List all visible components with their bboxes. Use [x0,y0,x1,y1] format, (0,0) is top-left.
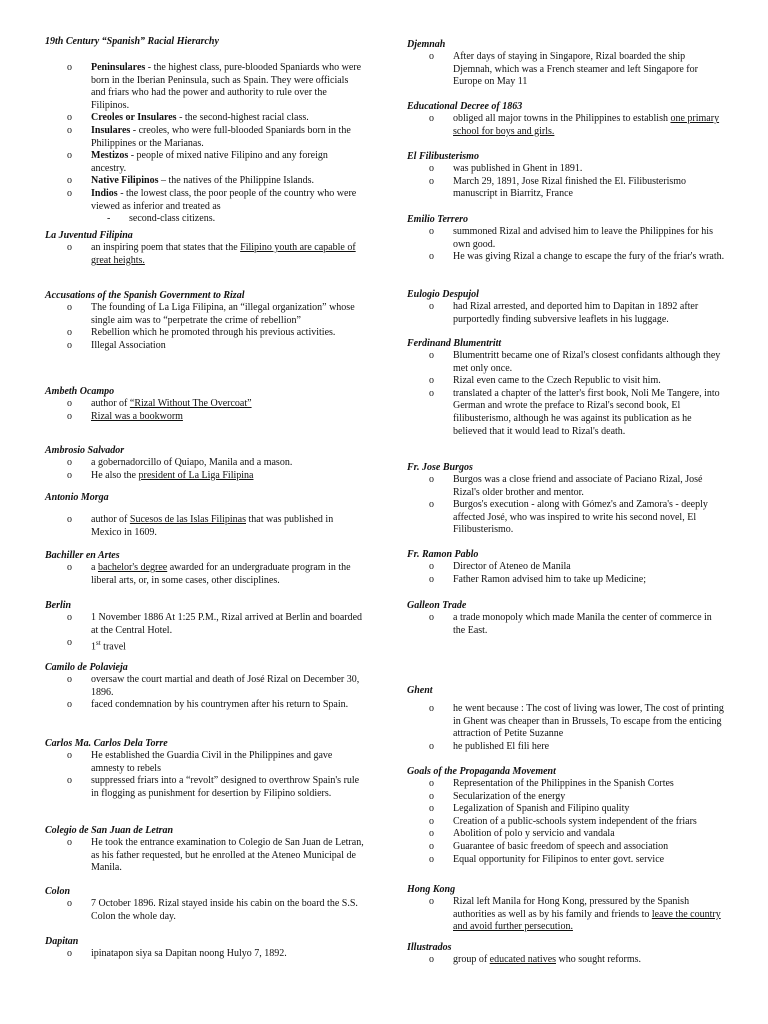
section-heading: Berlin [45,600,72,611]
section-heading: Djemnah [407,39,446,50]
list-item [407,741,725,754]
bullet-list [45,612,365,654]
item-text: Equal opportunity for Filipinos to enter govt. service [453,853,665,865]
underlined-text: one primary school for boys and girls. [453,113,720,137]
section-heading: Hong Kong [407,884,456,895]
section-heading: Camilo de Polavieja [45,662,128,673]
bullet-list [45,302,365,352]
section-ferdinand-blumentritt [407,338,725,438]
section-heading: Colon [45,886,71,897]
list-item [407,474,725,499]
bullet-list [407,163,725,201]
item-text: Rebellion which he promoted through his previous activities. [91,327,336,339]
section-goals-of-the-propaganda-movement [407,766,725,866]
item-text: summoned Rizal and advised him to leave the Philippines for his own good. [453,226,713,250]
bullet-list [45,898,365,923]
item-text: He was giving Rizal a change to escape the fury of the friar's wrath. [453,251,725,263]
item-text: – the natives of the Philippine Islands. [158,175,315,187]
item-text: Representation of the Philippines in the Spanish Cortes [453,778,674,789]
item-text: faced condemnation by his countrymen after his return to Spain. [91,699,349,711]
underlined-text: Filipino youth are capable of great heights. [91,242,356,266]
section-eulogio-despujol [407,289,725,326]
section-ambrosio-salvador [45,445,365,482]
underlined-text: bachelor's degree [97,562,168,573]
section-illustrados [407,942,725,967]
section-colegio-de-san-juan-de-letran [45,825,365,875]
item-text: second-class citizens. [129,213,216,225]
section-colon [45,886,365,923]
list-item [407,388,725,438]
list-item [407,163,725,176]
underlined-text: Sucesos de las Islas Filipinas [129,514,246,525]
item-text: that was published in Mexico in 1609. [91,514,334,538]
term-label: Native Filipinos [91,175,159,187]
section-19th-century-spanish-racial-hierarchy [45,36,365,226]
section-heading: Bachiller en Artes [45,550,120,561]
item-text: Father Ramon advised him to take up Medicine; [453,573,647,585]
term-label: Mestizos [91,150,129,162]
item-text: who sought reforms. [556,954,642,965]
list-item [407,499,725,537]
bullet-list [407,561,725,586]
item-text: had Rizal arrested, and deported him to Dapitan in 1892 after purportedly finding subversive leaflets in his luggage. [453,301,699,325]
term-label: Insulares [91,124,131,136]
item-text: Creation of a public-schools system independent of the friars [453,815,697,827]
section-heading: Dapitan [45,936,79,947]
bullet-list [45,562,365,587]
bullet-list [407,474,725,537]
bullet-list [407,113,725,138]
item-text: He also the [91,469,139,481]
bullet-list [45,674,365,712]
item-text: an inspiring poem that states that the [91,242,241,253]
item-text: Rizal left Manila for Hong Kong, pressured by the Spanish authorities as well as by his family and friends to [453,896,690,920]
section-djemnah [407,39,725,89]
section-heading: Carlos Ma. Carlos Dela Torre [45,738,168,749]
section-hong-kong [407,884,725,934]
list-item [407,226,725,251]
list-item [407,350,725,375]
bullet-list [407,954,725,967]
section-accusations-of-the-spanish-government-to-rizal [45,290,365,352]
list-item [45,514,365,539]
item-text: Legalization of Spanish and Filipino quality [453,803,630,815]
list-item [45,411,365,424]
section-heading: Illustrados [407,942,452,953]
item-text: Burgos was a close friend and associate of Paciano Rizal, José Rizal's older brother and mentor. [453,474,703,498]
list-item [407,612,725,637]
section-heading: El Filibusterismo [407,151,479,162]
section-emilio-terrero [407,214,725,264]
item-text: Rizal even came to the Czech Republic to visit him. [453,375,661,387]
item-text: Abolition of polo y servicio and vandala [453,828,615,840]
bullet-list [45,750,365,800]
section-heading: Fr. Ramon Pablo [407,549,479,560]
list-item [45,302,365,327]
bullet-list [407,301,725,326]
list-item [45,699,365,712]
item-text: ipinatapon siya sa Dapitan noong Hulyo 7, 1892. [91,948,287,959]
section-camilo-de-polavieja [45,662,365,712]
list-item [45,562,365,587]
underlined-text: leave the country and avoid further persecution. [453,908,721,933]
section-heading: Ambeth Ocampo [45,386,115,397]
item-text: - people of mixed native Filipino and any foreign ancestry. [91,150,328,174]
section-bachiller-en-artes [45,550,365,587]
section-la-juventud-filipina [45,230,365,267]
list-item [45,150,365,175]
list-item [45,242,365,267]
section-ambeth-ocampo [45,386,365,423]
list-item [45,125,365,150]
list-item [407,113,725,138]
list-item [407,841,725,854]
section-berlin [45,600,365,654]
list-item [45,327,365,340]
item-text: 1 November 1886 At 1:25 P.M., Rizal arrived at Berlin and boarded at the Central Hotel. [91,612,363,636]
item-text: Blumentritt became one of Rizal's closest confidants although they met only once. [453,350,721,374]
section-heading: Fr. Jose Burgos [407,462,473,473]
item-text: obliged all major towns in the Philippines to establish [453,113,671,124]
bullet-list [407,896,725,934]
list-item [45,898,365,923]
item-text: He took the entrance examination to Colegio de San Juan de Letran, as his father requested, but he enrolled at the Ateneo Municipal de Manila. [91,837,364,874]
section-carlos-ma-carlos-dela-torre [45,738,365,800]
section-heading: 19th Century “Spanish” Racial Hierarchy [45,36,219,47]
section-heading: Accusations of the Spanish Government to Rizal [45,290,245,301]
bullet-list [407,703,725,753]
item-text: After days of staying in Singapore, Rizal boarded the ship Djemnah, which was a French steamer and left Singapore for Europe on May 11 [453,51,698,88]
underlined-text: educated natives [489,954,557,965]
item-text: he published El fili here [453,740,550,752]
section-heading: Colegio de San Juan de Letran [45,825,174,836]
list-item [45,674,365,699]
bullet-list [45,514,365,539]
section-heading: Educational Decree of 1863 [407,101,523,112]
list-item [45,775,365,800]
item-text: - the highest class, pure-blooded Spaniards who were born in the Iberian Peninsula, such as Spain. They were officials and friars who had the power and authority to rule over the Filipinos. [91,62,362,111]
item-text: March 29, 1891, Jose Rizal finished the El. Filibusterismo manuscript in Biarritz, France [453,175,687,200]
bullet-list [407,350,725,438]
list-item [45,340,365,353]
item-text: a gobernadorcillo of Quiapo, Manila and a mason. [91,457,293,468]
section-heading: Ambrosio Salvador [45,445,125,456]
list-item [45,62,365,112]
list-item [45,175,365,188]
item-text: oversaw the court martial and death of José Rizal on December 30, 1896. [91,674,360,698]
underlined-text: “Rizal Without The Overcoat” [129,398,252,409]
underlined-text: Rizal was a bookworm [91,410,183,422]
item-text: travel [100,641,126,653]
item-text: - the lowest class, the poor people of the country who were viewed as inferior and treated as [91,187,357,212]
bullet-list [45,948,365,961]
list-item [407,251,725,264]
item-text: a trade monopoly which made Manila the center of commerce in the East. [453,612,712,636]
bullet-list [45,242,365,267]
bullet-list [407,778,725,866]
bullet-list [407,612,725,637]
list-item [407,896,725,934]
item-text: suppressed friars into a “revolt” designed to overthrow Spain's rule in flogging as punishment for desertion by Filipino soldiers. [91,775,360,799]
section-heading: Galleon Trade [407,600,467,611]
item-text: - the second-highest racial class. [176,112,309,124]
section-galleon-trade [407,600,725,637]
item-text: 7 October 1896. Rizal stayed inside his cabin on the board the S.S. Colon the whole day. [91,898,358,922]
item-text: 1 [91,641,96,653]
section-antonio-morga [45,492,365,539]
item-text: Director of Ateneo de Manila [453,561,571,572]
item-text: was published in Ghent in 1891. [453,163,583,174]
superscript: st [96,639,101,648]
list-item [407,954,725,967]
underlined-text: president of La Liga Filipina [138,469,254,481]
section-el-filibusterismo [407,151,725,201]
list-item [407,703,725,741]
list-item [407,561,725,574]
item-text: translated a chapter of the latter's first book, Noli Me Tangere, into German and wrote the preface to Rizal's second book, El filibusterismo, although he was against its publication as he believed that it would lead to Rizal's death. [453,387,720,437]
item-text: awarded for an undergraduate program in the liberal arts, or, in some cases, other disciplines. [91,562,351,586]
section-heading: Goals of the Propaganda Movement [407,766,556,777]
list-item [45,457,365,470]
section-educational-decree-of-1863 [407,101,725,138]
list-item [407,828,725,841]
list-item [407,816,725,829]
section-fr-ramon-pablo [407,549,725,586]
section-heading: Eulogio Despujol [407,289,479,300]
section-dapitan [45,936,365,961]
bullet-list [45,837,365,875]
list-item [45,750,365,775]
list-item [407,301,725,326]
list-item [407,51,725,89]
item-text: Secularization of the energy [453,790,566,802]
bullet-list [45,398,365,423]
item-text: Illegal Association [91,339,166,351]
list-item [45,188,365,213]
list-item [45,470,365,483]
list-item [407,803,725,816]
list-item [45,112,365,125]
bullet-list [407,51,725,89]
section-heading: La Juventud Filipina [45,230,133,241]
term-label: Peninsulares [91,62,146,73]
item-text: The founding of La Liga Filipina, an “illegal organization” whose single aim was to “perpetrate the crime of rebellion” [91,302,355,326]
list-item [45,948,365,961]
item-text: author of [91,398,130,409]
item-text: Guarantee of basic freedom of speech and association [453,840,669,852]
list-item [45,637,365,654]
list-item [407,375,725,388]
section-heading: Antonio Morga [45,492,109,503]
bullet-list [45,62,365,226]
bullet-list [407,226,725,264]
section-heading: Ghent [407,685,433,696]
item-text: He established the Guardia Civil in the Philippines and gave amnesty to rebels [91,750,333,774]
item-text: author of [91,514,130,525]
list-item [45,398,365,411]
section-fr-jose-burgos [407,462,725,537]
item-text: group of [453,954,490,965]
item-text: a [91,562,98,573]
list-item [407,574,725,587]
list-item [407,778,725,791]
list-item [45,612,365,637]
list-item [407,854,725,867]
section-heading: Ferdinand Blumentritt [407,338,502,349]
list-item [407,176,725,201]
list-item [407,791,725,804]
section-ghent [407,685,725,753]
item-text: - creoles, who were full-blooded Spaniards born in the Philippines or the Marianas. [91,124,351,149]
item-text: Burgos's execution - along with Gómez's and Zamora's - deeply affected José, who was inspired to write his second novel, El Filibusterismo. [453,499,708,536]
term-label: Indios [91,187,118,199]
section-heading: Emilio Terrero [407,214,469,225]
list-item [45,837,365,875]
term-label: Creoles or Insulares [91,112,177,124]
sub-list-item [45,213,365,226]
item-text: he went because : The cost of living was lower, The cost of printing in Ghent was cheaper than in Brussels, To escape from the enticing attraction of Petite Suzanne [453,703,724,740]
bullet-list [45,457,365,482]
